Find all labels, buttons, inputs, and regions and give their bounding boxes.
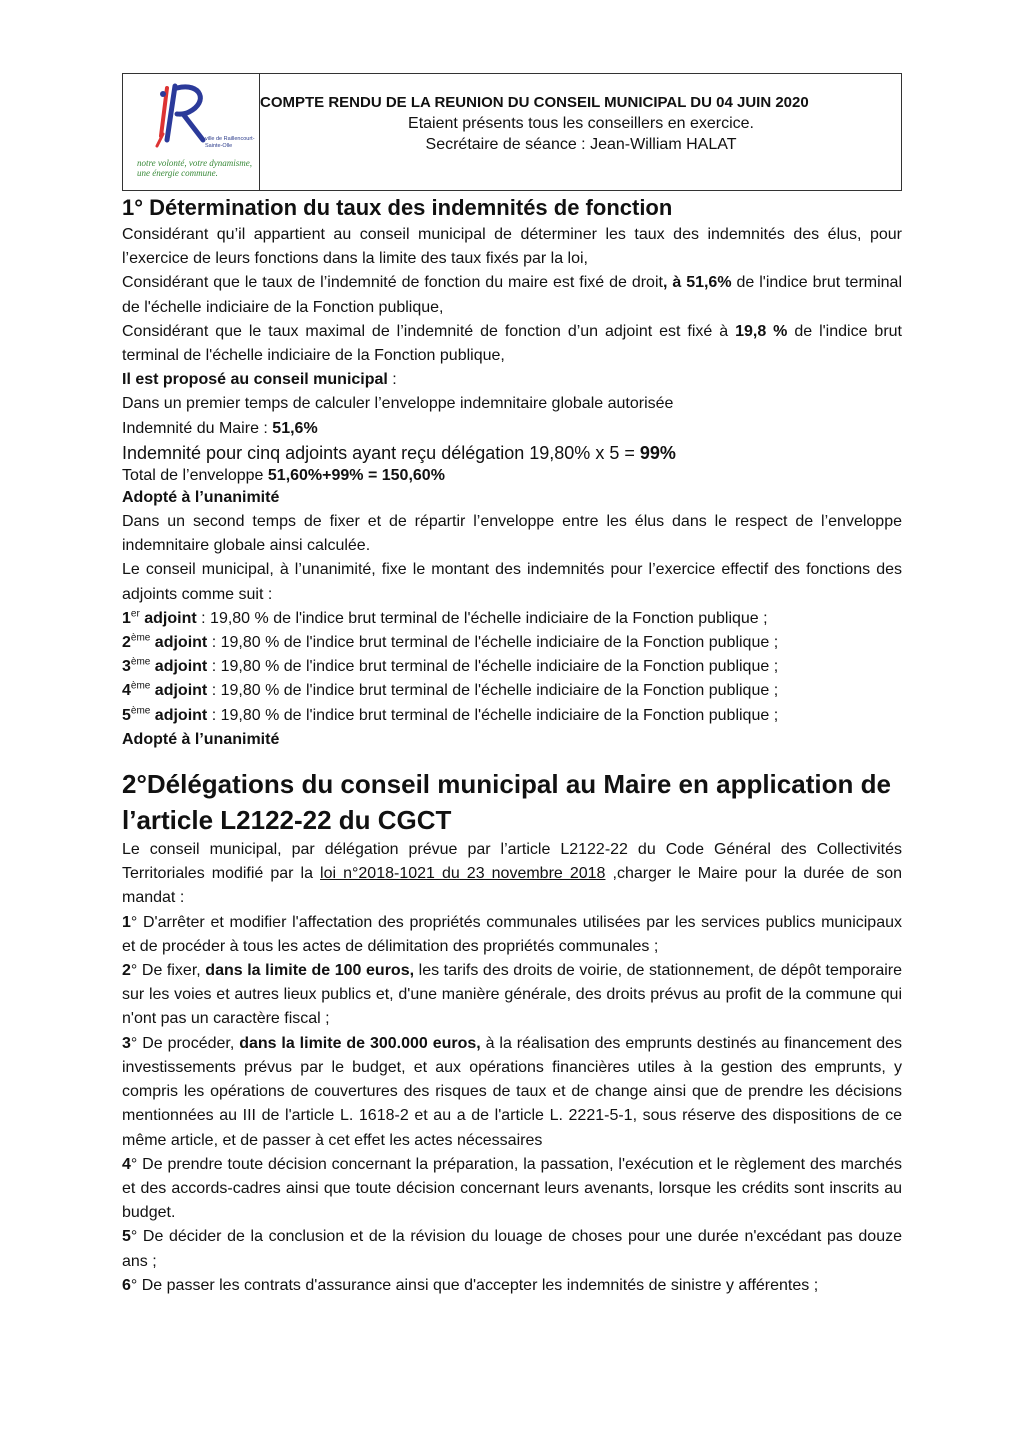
item-number: 4: [122, 1155, 131, 1173]
delegation-item-2: [122, 959, 902, 1032]
section2-heading: 2°Délégations du conseil municipal au Maire en application de l’article L2122-22 du CGCT: [122, 769, 891, 836]
adjoint-line: [122, 655, 902, 679]
adjoint-num: 1: [122, 609, 131, 627]
header-box: [122, 73, 902, 191]
p2-bold: , à 51,6%: [662, 274, 732, 292]
item-number: 5: [122, 1228, 131, 1246]
adjoint-line: [122, 631, 902, 655]
adjoint-num: 5: [122, 706, 131, 724]
adjoint-sup: er: [130, 608, 140, 620]
adjoint-text: : 19,80 % de l'indice brut terminal de l'échelle indiciaire de la Fonction publique ;: [196, 609, 768, 627]
adjoint-label: adjoint: [139, 609, 197, 627]
item-text: ° De passer les contrats d'assurance ainsi que d'accepter les indemnités de sinistre y afférentes ;: [130, 1276, 819, 1294]
item-text-a: ° De fixer,: [130, 962, 206, 980]
total-envelope-line: [122, 466, 902, 486]
adjoints-label: Indemnité pour cinq adjoints ayant reçu délégation 19,80% x 5 =: [122, 442, 640, 463]
adjoint-text: : 19,80 % de l'indice brut terminal de l'échelle indiciaire de la Fonction publique ;: [207, 706, 779, 724]
adjoint-line: [122, 679, 902, 703]
delegation-item-5: [122, 1225, 902, 1273]
adjoints-value: 99%: [639, 442, 676, 463]
adjoint-text: : 19,80 % de l'indice brut terminal de l'échelle indiciaire de la Fonction publique ;: [207, 658, 779, 676]
adjoint-label: adjoint: [150, 634, 208, 652]
adjoint-label: adjoint: [150, 658, 208, 676]
total-label: Total de l’enveloppe: [122, 466, 268, 484]
header-text: [261, 92, 901, 155]
delegation-item-4: [122, 1153, 902, 1226]
section2-intro: [122, 838, 902, 911]
item-number: 6: [122, 1276, 131, 1294]
adjoint-label: adjoint: [150, 706, 208, 724]
item-text-b: les tarifs des droits de voirie, de stationnement, de dépôt temporaire sur les voies et autres lieux publics et, d'une manière générale, des droits prévus au profit de la commune qui n'ont pas un caractère fiscal ;: [122, 962, 903, 1028]
delegation-item-3: [122, 1032, 902, 1153]
intro-text-a: Le conseil municipal, par délégation prévue par l’article L2122-22 du Code Général des Collectivités Territoriales modifié par la: [122, 841, 902, 883]
delegation-item-1: [122, 911, 902, 959]
adjoint-num: 2: [122, 634, 131, 652]
item-text-a: ° De procéder,: [130, 1034, 240, 1052]
adopted-text-2: Adopté à l’unanimité: [122, 730, 280, 748]
item-number: 1: [122, 913, 131, 931]
delegation-item-6: [122, 1274, 902, 1298]
adjoint-line: [122, 607, 902, 631]
logo-cell: [123, 74, 260, 190]
item-bold: dans la limite de 300.000 euros,: [239, 1034, 481, 1052]
logo-tagline: notre volonté, votre dynamisme, une énergie commune.: [137, 158, 253, 178]
step2-paragraph: Dans un second temps de fixer et de répartir l’enveloppe entre les élus dans le respect de l’enveloppe indemnitaire globale ainsi calculée.: [122, 513, 902, 555]
p2-text-a: Considérant que le taux de l’indemnité de fonction du maire est fixé de droit: [122, 274, 663, 292]
proposal-rest: :: [387, 371, 397, 389]
item-text: ° D'arrêter et modifier l'affectation des propriétés communales utilisées par les services publics municipaux et de procéder à tous les actes de délimitation des propriétés communales ;: [122, 913, 902, 955]
total-value: 51,60%+99% = 150,60%: [267, 466, 445, 484]
fix-paragraph: Le conseil municipal, à l’unanimité, fixe le montant des indemnités pour l’exercice effectif des fonctions des adjoints comme suit :: [122, 561, 902, 603]
adjoint-label: adjoint: [150, 682, 208, 700]
adjoint-sup: ème: [130, 656, 151, 668]
intro-text-b: ,charger le Maire pour la durée de son mandat :: [122, 865, 902, 907]
adopted-line-1: [122, 486, 902, 510]
presence-line: Etaient présents tous les conseillers en exercice.: [408, 115, 754, 132]
mayor-value: 51,6%: [272, 419, 318, 437]
proposal-bold: Il est proposé au conseil municipal: [122, 371, 388, 389]
adjoint-text: : 19,80 % de l'indice brut terminal de l'échelle indiciaire de la Fonction publique ;: [207, 682, 779, 700]
section1-paragraph1: Considérant qu’il appartient au conseil municipal de déterminer les taux des indemnités des élus, pour l’exercice de leurs fonctions dans la limite des taux fixés par la loi,: [122, 226, 902, 268]
adjoint-num: 4: [122, 682, 131, 700]
adjoints-indemnity-line: [122, 441, 902, 466]
p3-text-a: Considérant que le taux maximal de l’indemnité de fonction d’un adjoint est fixé à: [122, 322, 736, 340]
section1-paragraph3: [122, 320, 902, 368]
adjoint-sup: ème: [130, 705, 151, 717]
secretary-line: Secrétaire de séance : Jean-William HALAT: [425, 136, 737, 153]
law-reference-link[interactable]: loi n°2018-1021 du 23 novembre 2018: [320, 865, 606, 883]
adjoint-text: : 19,80 % de l'indice brut terminal de l'échelle indiciaire de la Fonction publique ;: [207, 634, 779, 652]
item-text: ° De décider de la conclusion et de la révision du louage de choses pour une durée n'excédant pas douze ans ;: [122, 1228, 902, 1270]
adjoint-num: 3: [122, 658, 131, 676]
item-number: 3: [122, 1034, 131, 1052]
p3-bold: 19,8 %: [735, 322, 788, 340]
item-text-b: à la réalisation des emprunts destinés au financement des investissements prévus par le budget, et aux opérations financières utiles à la gestion des emprunts, y compris les opérations de couvertures des risques de taux et de change ainsi que de prendre les décisions mentionnées au III de l'article L. 1618-2 et au a de l'article L. 2221-5-1, sous réserve des dispositions de ce même article, et de passer à cet effet les actes nécessaires: [122, 1034, 902, 1149]
section1-paragraph2: [122, 271, 902, 319]
adjoint-line: [122, 704, 902, 728]
item-number: 2: [122, 962, 131, 980]
item-text: ° De prendre toute décision concernant la préparation, la passation, l'exécution et le règlement des marchés et des accords-cadres ainsi que toute décision concernant leurs avenants, lorsque les crédits sont inscrits au budget.: [122, 1155, 902, 1222]
adopted-text-1: Adopté à l’unanimité: [122, 488, 280, 506]
p2-text-c: de l'indice brut terminal de l'échelle indiciaire de la Fonction publique,: [122, 274, 903, 316]
logo-town-name: ville de Raillencourt-Sainte-Olle: [205, 136, 255, 149]
mayor-label: Indemnité du Maire :: [122, 419, 273, 437]
item-bold: dans la limite de 100 euros,: [205, 962, 415, 980]
document-body: [122, 193, 902, 1298]
step1-line: Dans un premier temps de calculer l’enveloppe indemnitaire globale autorisée: [122, 395, 674, 413]
adjoint-sup: ème: [130, 681, 151, 693]
proposal-line: [122, 368, 902, 392]
document-title: COMPTE RENDU DE LA REUNION DU CONSEIL MUNICIPAL DU 04 JUIN 2020: [260, 94, 809, 111]
mayor-indemnity-line: [122, 417, 902, 441]
adjoint-sup: ème: [130, 632, 151, 644]
adopted-line-2: [122, 728, 902, 752]
p3-text-c: de l'indice brut terminal de l'échelle indiciaire de la Fonction publique,: [122, 322, 902, 365]
section1-heading: 1° Détermination du taux des indemnités de fonction: [122, 195, 673, 220]
